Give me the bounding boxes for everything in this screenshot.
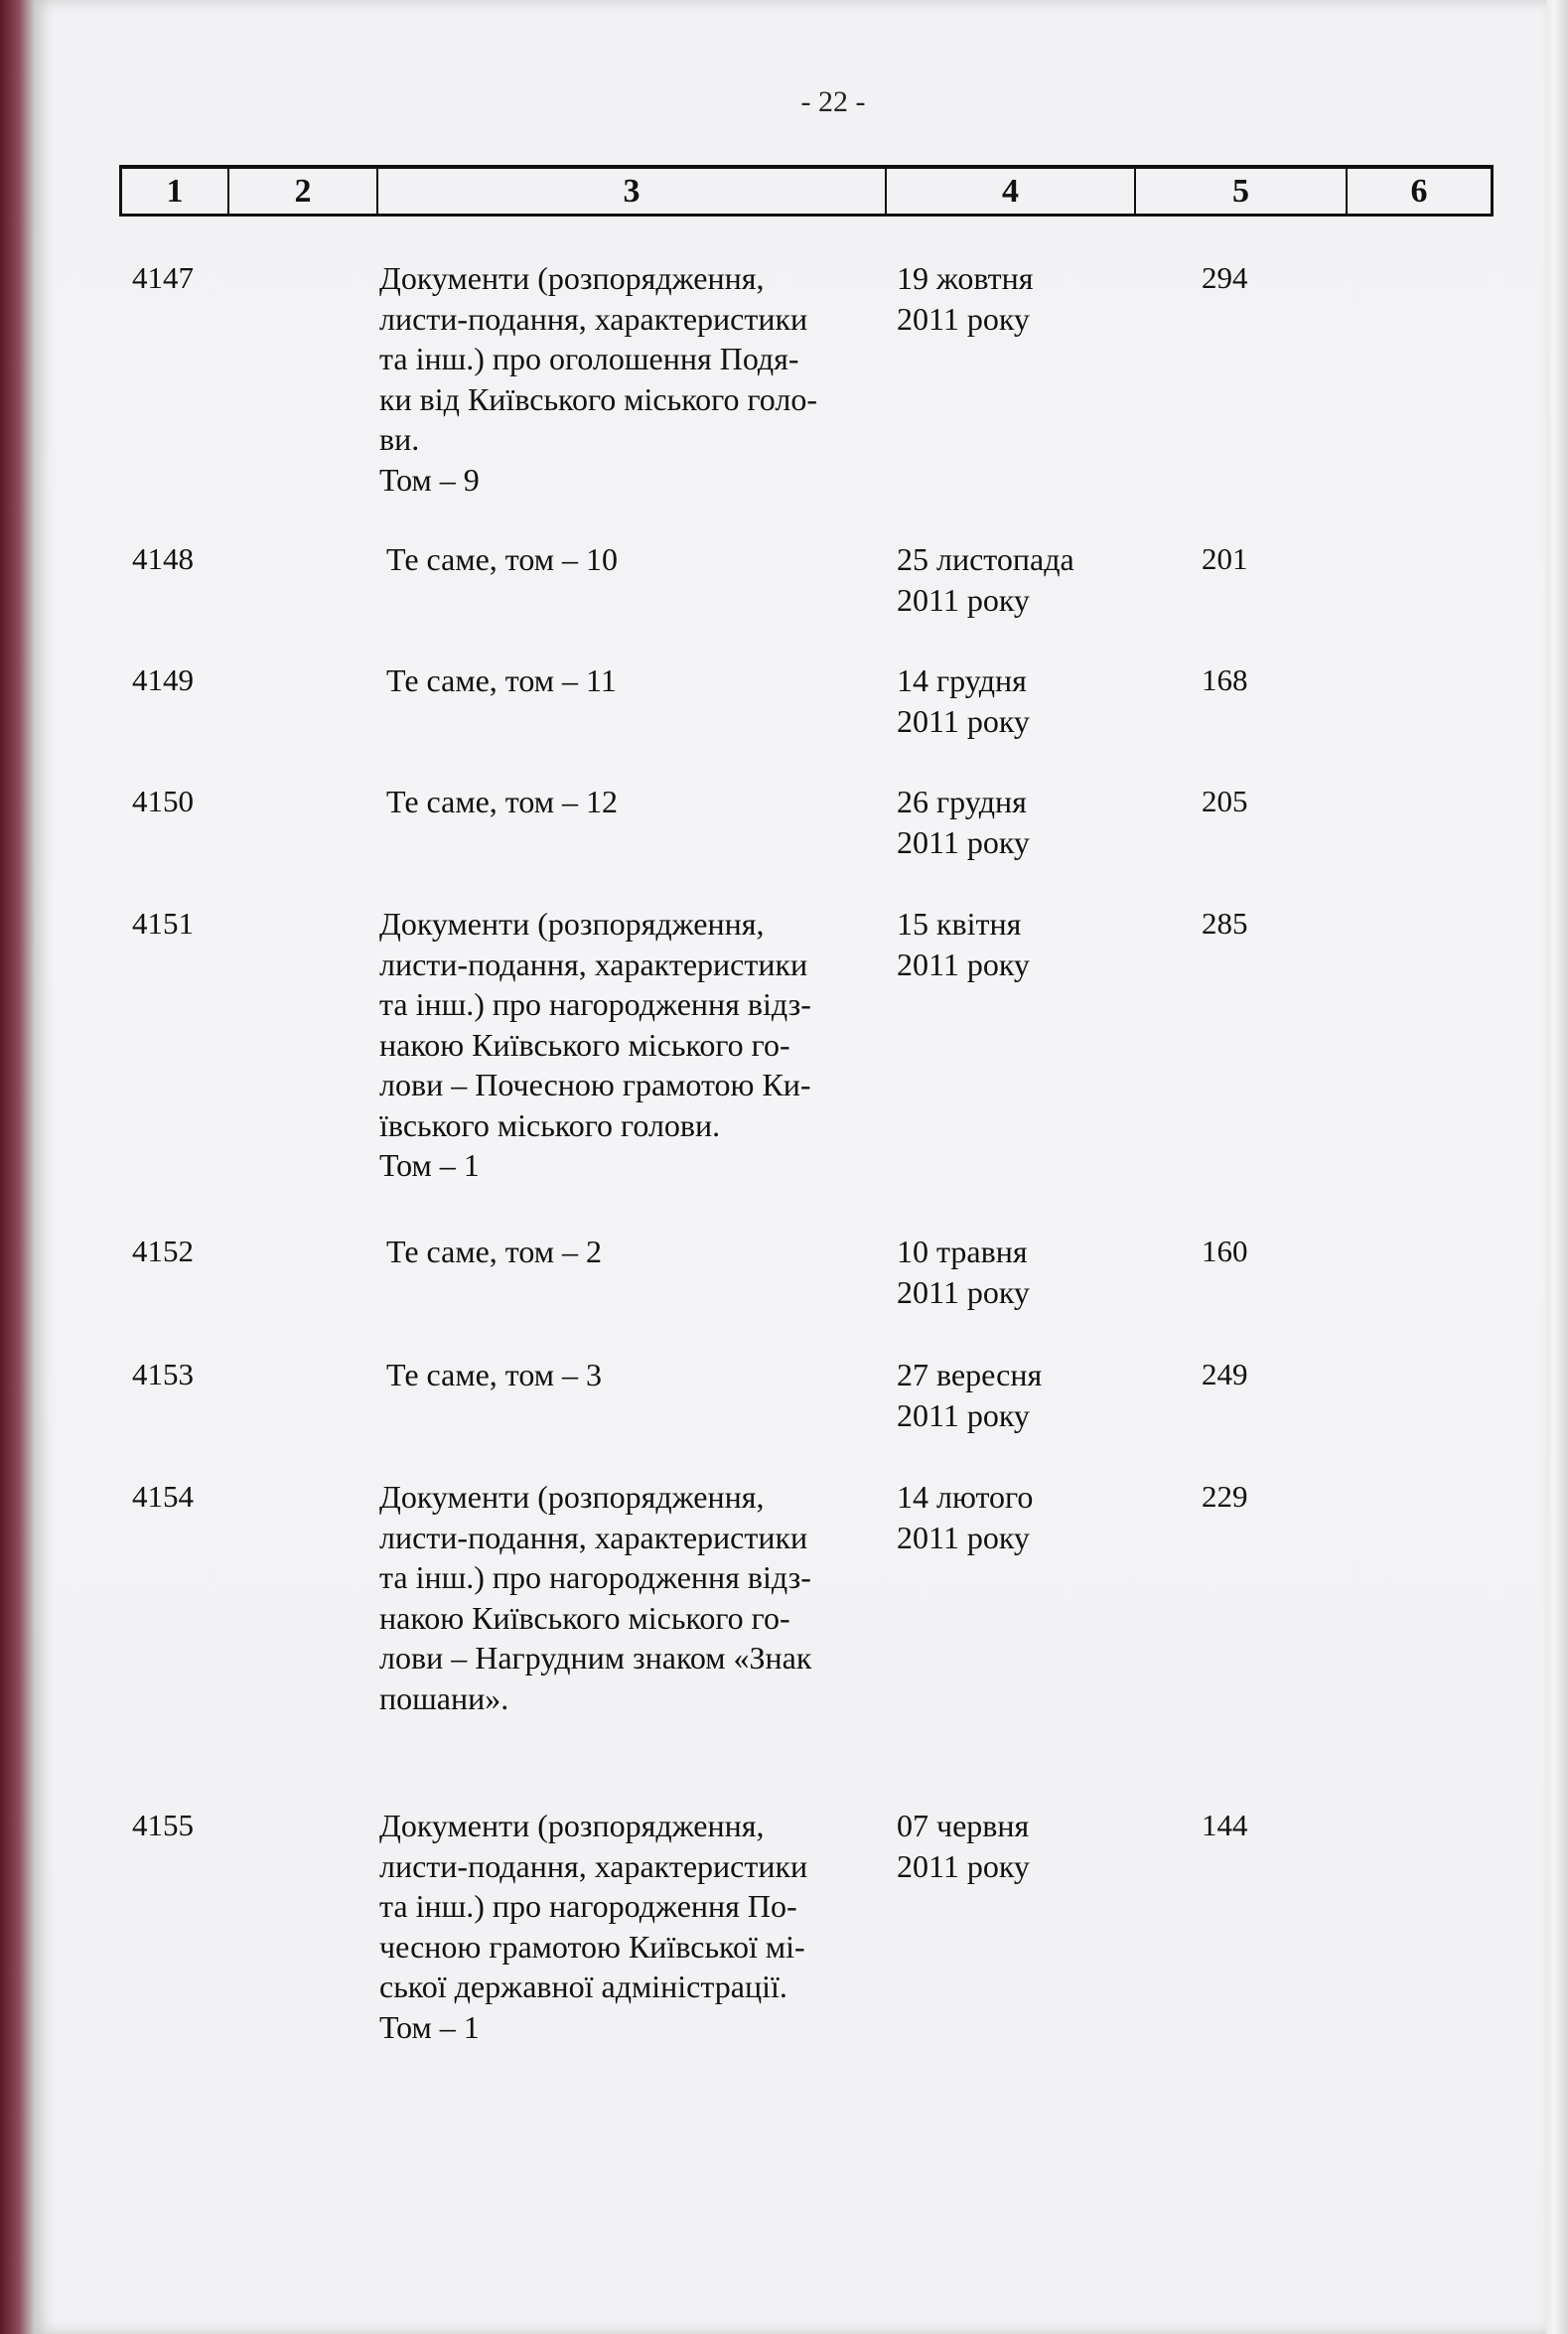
row-number: 4149 <box>132 662 194 697</box>
header-col-1: 1 <box>122 169 229 214</box>
row-title: Те саме, том – 10 <box>386 541 618 577</box>
row-date: 07 червня 2011 року <box>897 1808 1030 1884</box>
page-stack-edge <box>1546 0 1568 2334</box>
row-number: 4154 <box>132 1479 194 1514</box>
header-col-6: 6 <box>1410 172 1428 210</box>
row-pages: 205 <box>1202 784 1248 818</box>
row-number: 4147 <box>132 260 194 295</box>
row-title: Документи (розпорядження, листи-подання, характеристики та інш.) про нагородження відз- накою Київського міського го- лови – Нагрудним знаком «Знак пошани». <box>379 1479 812 1716</box>
row-number: 4150 <box>132 784 194 818</box>
row-title: Документи (розпорядження, листи-подання, характеристики та інш.) про оголошення Подя- ки від Київського міського голо- ви. Том – 9 <box>379 260 817 498</box>
binding-edge <box>0 0 34 2334</box>
header-col-3: 3 <box>378 169 887 214</box>
row-date: 14 лютого 2011 року <box>897 1479 1034 1555</box>
header-col-5: 5 <box>1136 169 1348 214</box>
row-pages: 294 <box>1202 260 1248 295</box>
row-date: 27 вересня 2011 року <box>897 1357 1043 1433</box>
row-date: 25 листопада 2011 року <box>897 541 1074 618</box>
row-title: Те саме, том – 3 <box>386 1357 602 1392</box>
row-pages: 229 <box>1202 1479 1248 1514</box>
row-pages: 168 <box>1202 662 1248 697</box>
page-number: - 22 - <box>800 85 866 118</box>
row-date: 26 грудня 2011 року <box>897 784 1030 860</box>
row-title: Те саме, том – 11 <box>386 662 617 698</box>
header-col-2: 2 <box>229 169 378 214</box>
row-date: 14 грудня 2011 року <box>897 662 1030 739</box>
row-title: Те саме, том – 12 <box>386 784 618 819</box>
row-pages: 249 <box>1202 1357 1248 1391</box>
table-body <box>34 0 1546 2334</box>
row-pages: 144 <box>1202 1808 1248 1842</box>
row-date: 19 жовтня 2011 року <box>897 260 1034 337</box>
row-pages: 285 <box>1202 906 1248 941</box>
document-page <box>34 0 1546 2334</box>
row-pages: 201 <box>1202 541 1248 576</box>
row-date: 15 квітня 2011 року <box>897 906 1030 982</box>
row-date: 10 травня 2011 року <box>897 1234 1030 1310</box>
row-title: Документи (розпорядження, листи-подання, характеристики та інш.) про нагородження відз- накою Київського міського го- лови – Почесною грамотою Ки- ївського міського голови. Том – 1 <box>379 906 811 1183</box>
row-number: 4153 <box>132 1357 194 1391</box>
row-number: 4151 <box>132 906 194 941</box>
row-number: 4148 <box>132 541 194 576</box>
row-number: 4152 <box>132 1234 194 1268</box>
row-number: 4155 <box>132 1808 194 1842</box>
row-title: Те саме, том – 2 <box>386 1234 602 1269</box>
row-pages: 160 <box>1202 1234 1248 1268</box>
header-col-4: 4 <box>887 169 1136 214</box>
row-title: Документи (розпорядження, листи-подання, характеристики та інш.) про нагородження По- чесною грамотою Київської мі- ської державної адміністрації. Том – 1 <box>379 1808 808 2045</box>
